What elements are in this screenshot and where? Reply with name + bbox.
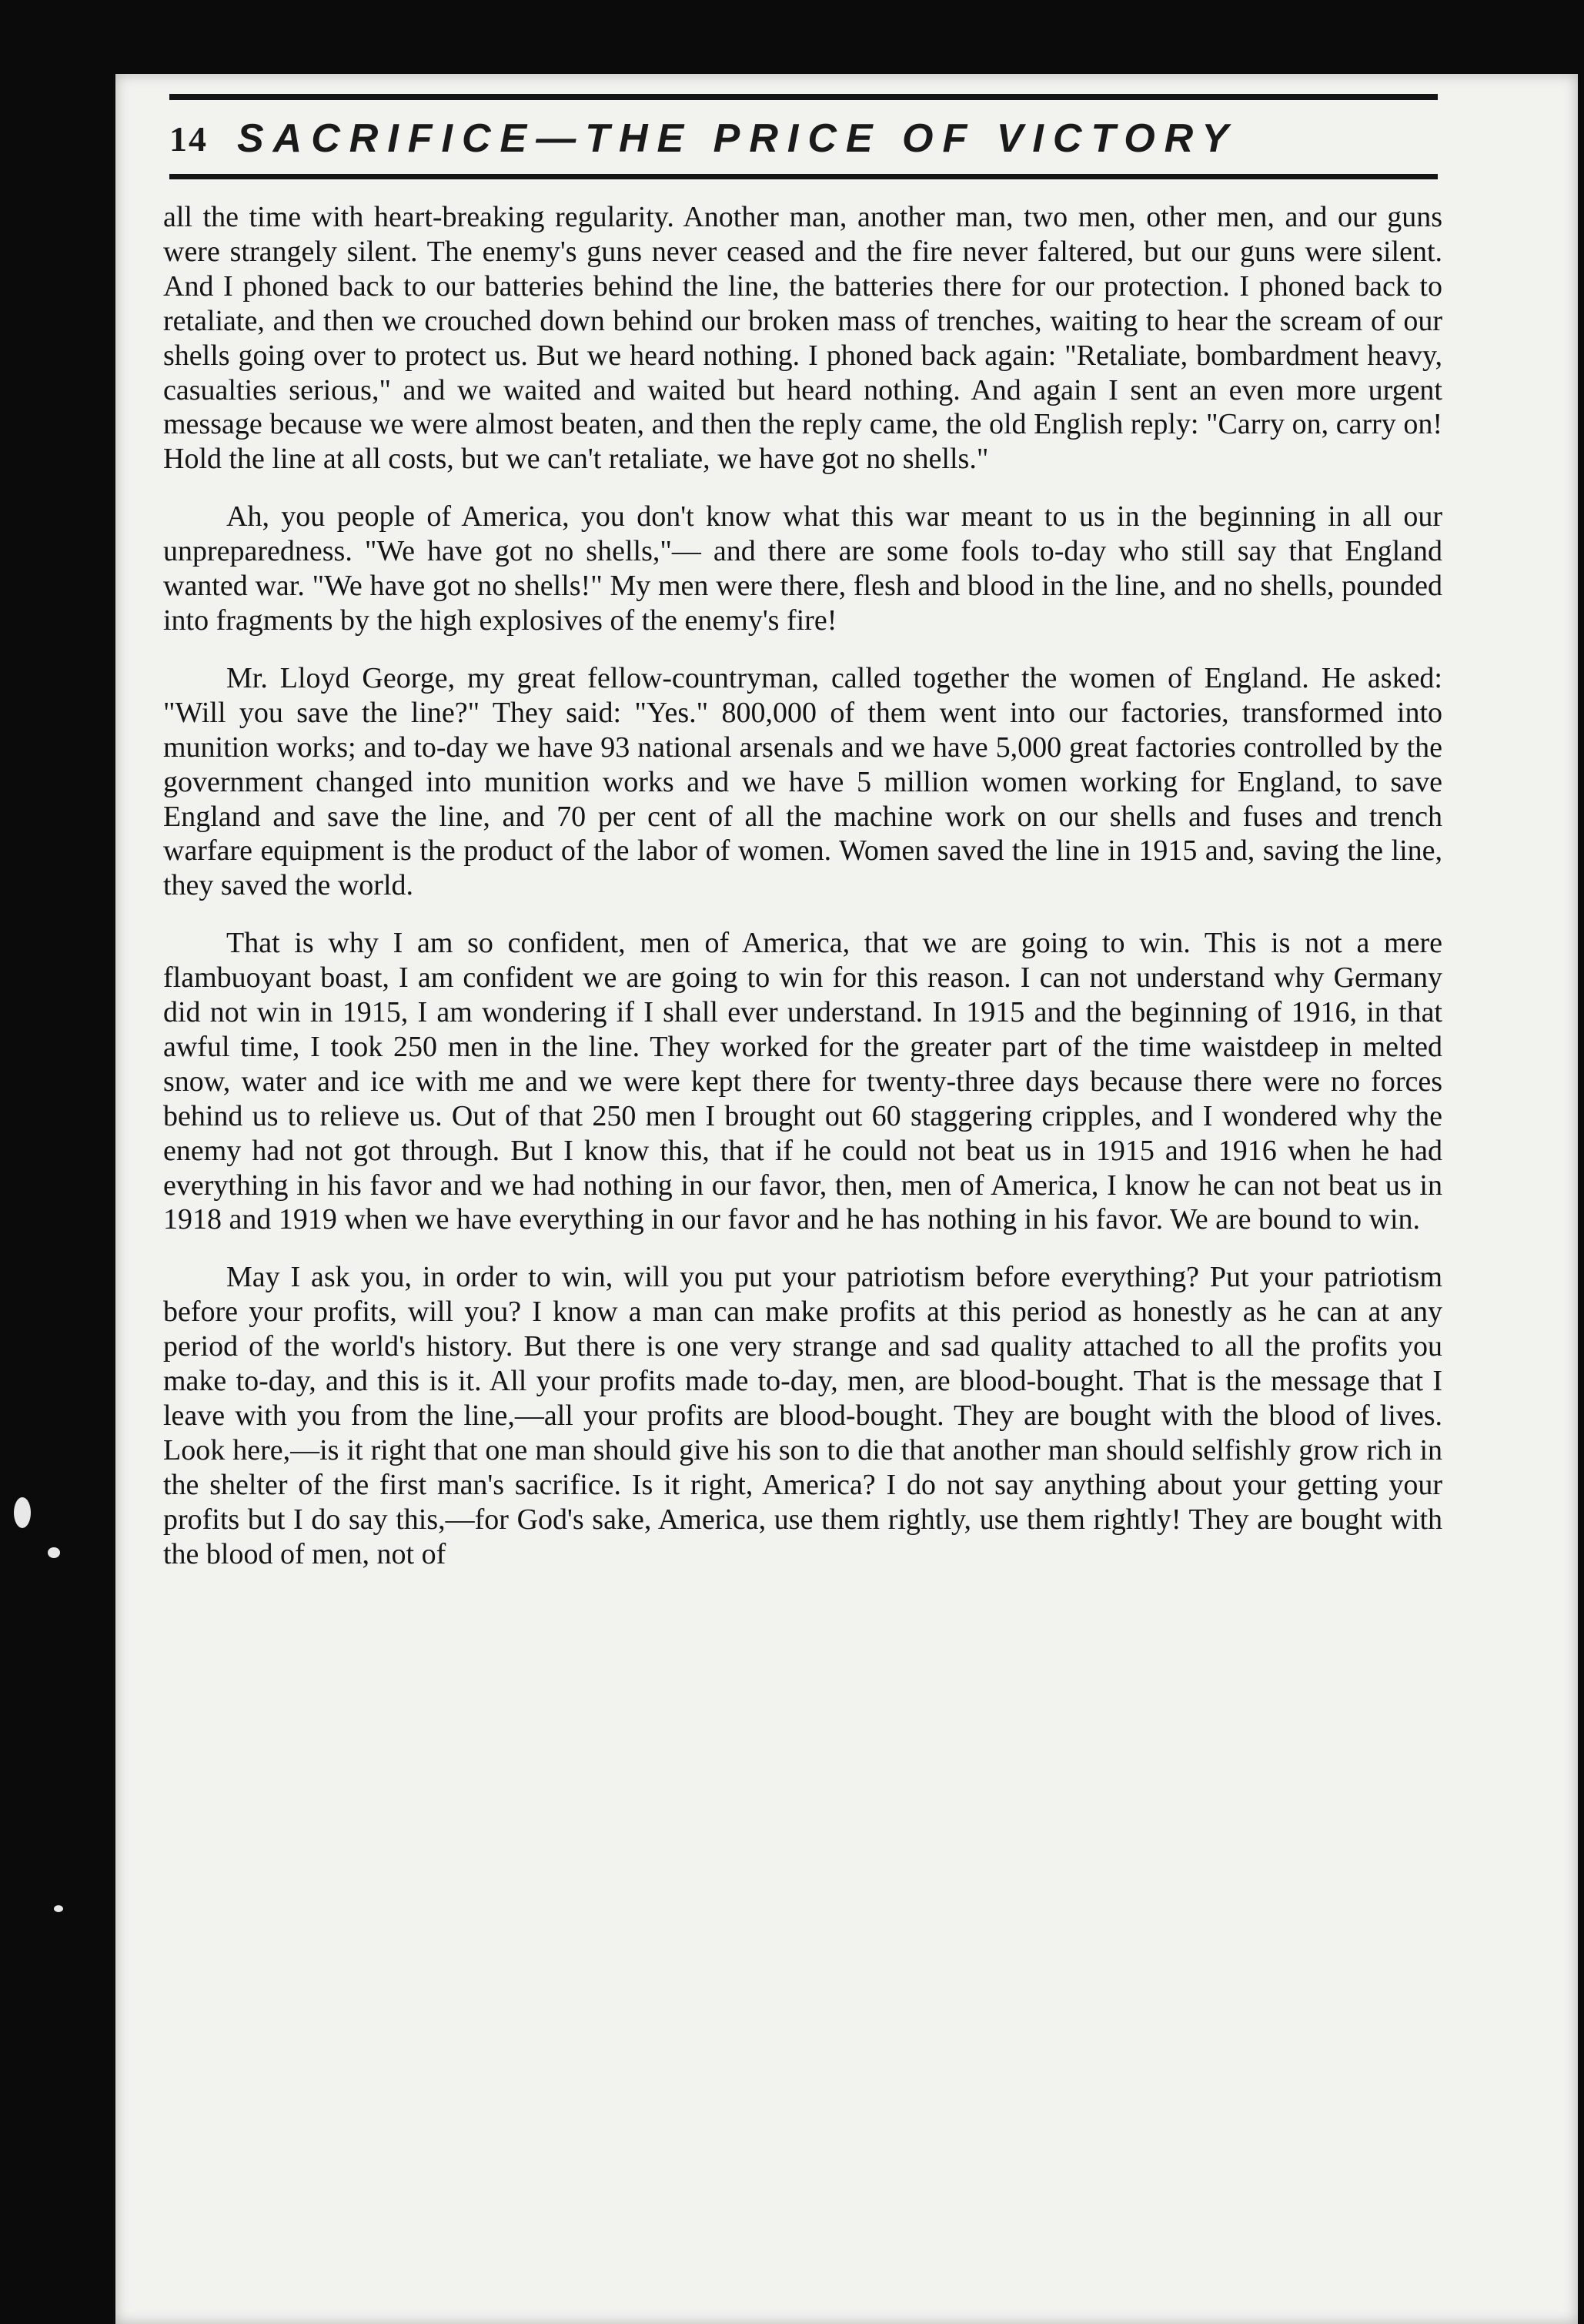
header-rule-bottom — [169, 174, 1438, 179]
running-title: SACRIFICE—THE PRICE OF VICTORY — [237, 116, 1238, 161]
body-text — [163, 200, 1442, 1595]
paragraph: all the time with heart-breaking regularity. Another man, another man, two men, other men, and our guns were strangely silent. The enemy's guns never ceased and the fire never faltered, but our guns were silent. And I phoned back to our batteries behind the line, the batteries there for our protection. I phoned back to retaliate, and then we crouched down behind our broken mass of trenches, waiting to hear the scream of our shells going over to protect us. But we heard nothing. I phoned back again: "Retaliate, bombardment heavy, casualties serious," and we waited and waited but heard nothing. And again I sent an even more urgent message because we were almost beaten, and then the reply came, the old English reply: "Carry on, carry on! Hold the line at all costs, but we can't retaliate, we have got no shells." — [163, 201, 1442, 476]
page-number: 14 — [169, 119, 208, 159]
scan-speck — [54, 1905, 63, 1912]
paragraph: Ah, you people of America, you don't know what this war meant to us in the beginning in all our unpreparedness. "We have got no shells,"— and there are some fools to-day who still say that England wanted war. "We have got no shells!" My men were there, flesh and blood in the line, and no shells, pounded into fragments by the high explosives of the enemy's fire! — [163, 500, 1442, 637]
paragraph: Mr. Lloyd George, my great fellow-countryman, called together the women of England. He asked: "Will you save the line?" They said: "Yes." 800,000 of them went into our factories, transformed into munition works; and to-day we have 93 national arsenals and we have 5,000 great factories controlled by the government changed into munition works and we have 5 million women working for England, to save England and save the line, and 70 per cent of all the machine work on our shells and fuses and trench warfare equipment is the product of the labor of women. Women saved the line in 1915 and, saving the line, they saved the world. — [163, 661, 1442, 902]
paragraph: May I ask you, in order to win, will you put your patriotism before everything? Put your patriotism before your profits, will you? I know a man can make profits at this period as honestly as he can at any period of the world's history. But there is one very strange and sad quality attached to all the profits you make to-day, and this is it. All your profits made to-day, men, are blood-bought. That is the message that I leave with you from the line,—all your profits are blood-bought. They are bought with the blood of lives. Look here,—is it right that one man should give his son to die that another man should selfishly grow rich in the shelter of the first man's sacrifice. Is it right, America? I do not say anything about your getting your profits but I do say this,—for God's sake, America, use them rightly, use them rightly! They are bought with the blood of men, not of — [163, 1261, 1442, 1570]
header-rule-top — [169, 94, 1438, 100]
scan-speck — [14, 1497, 31, 1528]
running-header — [169, 108, 1438, 169]
scan-speck — [48, 1547, 60, 1558]
paragraph: That is why I am so confident, men of America, that we are going to win. This is not a mere flambuoyant boast, I am confident we are going to win for this reason. I can not understand why Germany did not win in 1915, I am wondering if I shall ever understand. In 1915 and the beginning of 1916, in that awful time, I took 250 men in the line. They worked for the greater part of the time waistdeep in melted snow, water and ice with me and we were kept there for twenty-three days because there were no forces behind us to relieve us. Out of that 250 men I brought out 60 staggering cripples, and I wondered why the enemy had not got through. But I know this, that if he could not beat us in 1915 and 1916 when he had everything in his favor and we had nothing in our favor, then, men of America, I know he can not beat us in 1918 and 1919 when we have everything in our favor and he has nothing in his favor. We are bound to win. — [163, 927, 1442, 1236]
